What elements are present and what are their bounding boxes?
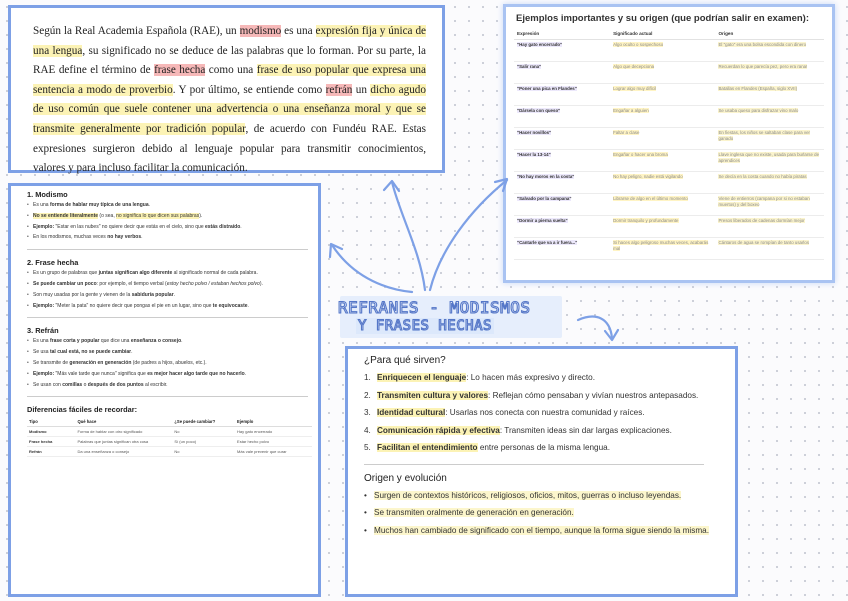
highlighted-term: frase de uso popular que expresa una sentencia a modo de proverbio: [33, 64, 426, 96]
table-cell: No: [172, 447, 235, 457]
table-cell: Algo oculto o sospechoso: [610, 40, 715, 62]
table-cell: No: [172, 427, 235, 437]
section-title: 2. Frase hecha: [27, 258, 79, 268]
differences-column-header: Tipo: [27, 417, 75, 427]
table-cell: Se usaba queso para disfrazar vino malo: [715, 106, 824, 128]
table-row: [514, 238, 824, 260]
list-item: 2. Transmiten cultura y valores: Reflejan cómo pensaban y vivían nuestros antepasados.: [364, 390, 699, 400]
table-cell: "Poner una pica en Flandes": [514, 84, 610, 106]
list-item: 4. Comunicación rápida y efectiva: Transmiten ideas sin dar largas explicaciones.: [364, 425, 672, 435]
examples-column-header: Origen: [715, 28, 824, 40]
table-cell: "No hay moros en la costa": [514, 172, 610, 194]
divider: [27, 396, 308, 397]
differences-column-header: Qué hace: [75, 417, 172, 427]
table-cell: Engañar a alguien: [610, 106, 715, 128]
quote-text-segment: , su significado no se deduce de las palabras que lo forman. Por su parte, la RAE define el término de: [33, 44, 426, 77]
table-cell: Sí (un poco): [172, 437, 235, 447]
examples-table-header: [514, 28, 824, 40]
uses-card: [345, 346, 738, 597]
quote-text-segment: Según la Real Academia Española (RAE), un: [33, 25, 240, 37]
definitions-card: [8, 183, 321, 597]
title-line-2: Y FRASES HECHAS: [358, 318, 492, 334]
origin-list: [364, 490, 721, 537]
table-cell: "Dársela con queso": [514, 106, 610, 128]
quote-paragraph: [33, 22, 426, 179]
quote-text-segment: un: [352, 83, 371, 96]
table-row: [514, 62, 824, 84]
table-cell: Da una enseñanza o consejo: [75, 447, 172, 457]
table-row: [514, 216, 824, 238]
quote-text-segment: , de acuerdo con Fundéu RAE. Estas expresiones surgieron debido al lenguaje popular para transmitir conocimientos, valores y para incluso facilitar la comunicación.: [33, 122, 426, 175]
highlighted-term: frase hecha: [154, 64, 206, 77]
origin-heading: Origen y evolución: [364, 472, 447, 484]
list-item: • Es un grupo de palabras que juntas significan algo diferente al significado normal de cada palabra.: [27, 270, 308, 277]
divider: [27, 249, 308, 250]
list-item: • Ejemplo: "Más vale tarde que nunca" significa que es mejor hacer algo tarde que no hacerlo.: [27, 371, 308, 378]
quote-text-segment: . Y por último, se entiende como: [172, 83, 326, 96]
list-item: • En los modismos, muchas veces no hay verbos.: [27, 234, 308, 241]
table-row: [514, 150, 824, 172]
examples-table: [514, 28, 824, 260]
uses-list: [364, 372, 721, 454]
table-cell: Batallas en Flandes (España, siglo XVII): [715, 84, 824, 106]
list-item: • Surgen de contextos históricos, religiosos, oficios, mitos, guerras o incluso leyendas.: [364, 490, 721, 502]
list-item: • Se usan con comillas o después de dos puntos al escribir.: [27, 382, 308, 389]
table-cell: "Hacer la 13-14": [514, 150, 610, 172]
highlighted-term: expresión fija y única de una lengua: [33, 25, 427, 57]
table-cell: El "gato" era una bolsa escondida con dinero: [715, 40, 824, 62]
list-item: 5. Facilitan el entendimiento entre personas de la misma lengua.: [364, 443, 610, 452]
arrow-to-definitions: [332, 245, 412, 292]
uses-divider: [364, 464, 704, 465]
quote-card: [8, 5, 445, 173]
table-cell: Se decía en la costa cuando no había piratas: [715, 172, 824, 194]
section-list: [23, 270, 308, 309]
list-item: • Es una frase corta y popular que dice una enseñanza o consejo.: [27, 338, 308, 345]
table-cell: En fiestas, los niños se saltaban clase para ver ganado: [715, 128, 824, 150]
page-title: [338, 298, 578, 335]
highlighted-term: dicho agudo de uso común que suele contener una advertencia o una enseñanza moral y que se transmite generalmente por tradición popular: [33, 83, 426, 135]
list-item: • No se entiende literalmente (o sea, no significa lo que dicen sus palabras).: [27, 213, 308, 220]
table-cell: Modismo: [27, 427, 75, 437]
table-row: [27, 447, 312, 457]
arrow-to-examples: [430, 180, 507, 290]
list-item: • Se transmiten oralmente de generación en generación.: [364, 507, 721, 519]
list-item: 3. Identidad cultural: Usarlas nos conecta con nuestra comunidad y raíces.: [364, 408, 645, 417]
arrow-to-quote: [392, 182, 425, 290]
differences-table: [27, 417, 312, 457]
section-list: [23, 338, 308, 388]
differences-column-header: ¿Se puede cambiar?: [172, 417, 235, 427]
list-item: • Ejemplo: "Estar en las nubes" no quiere decir que estás en el cielo, sino que estás distraído.: [27, 224, 308, 231]
table-cell: Recuerdan lo que parecía pez, pero era rana!: [715, 62, 824, 84]
table-row: [514, 128, 824, 150]
list-item: • Se transmite de generación en generación (de padres a hijos, abuelos, etc.).: [27, 360, 308, 367]
table-cell: "Hacer novillos": [514, 128, 610, 150]
list-item: • Son muy usadas por la gente y vienen de la sabiduría popular.: [27, 292, 308, 299]
table-cell: "Hay gato encerrado": [514, 40, 610, 62]
table-row: [514, 194, 824, 216]
table-cell: Librarse de algo en el último momento: [610, 194, 715, 216]
section-list: [23, 202, 308, 241]
list-item: • Se puede cambiar un poco: por ejemplo, el tiempo verbal (estoy hecho polvo / estaban hechos polvo).: [27, 281, 308, 288]
examples-title: Ejemplos importantes y su origen (que podrían salir en examen):: [516, 13, 809, 24]
table-cell: Palabras que juntas significan otra cosa: [75, 437, 172, 447]
examples-column-header: Expresión: [514, 28, 610, 40]
examples-card: [503, 4, 835, 283]
table-cell: No hay peligro, nadie está vigilando: [610, 172, 715, 194]
table-cell: Frase hecha: [27, 437, 75, 447]
list-item: • Se usa tal cual está, no se puede cambiar.: [27, 349, 308, 356]
table-cell: Engañar o hacer una broma: [610, 150, 715, 172]
differences-title: Diferencias fáciles de recordar:: [27, 405, 138, 415]
table-cell: "Dormir a pierna suelta": [514, 216, 610, 238]
table-cell: "Cantarle que va a ir fuera...": [514, 238, 610, 260]
table-cell: Forma de hablar con otro significado: [75, 427, 172, 437]
highlighted-term: modismo: [239, 25, 282, 37]
table-cell: Presos liberados de cadenas dormían mejor: [715, 216, 824, 238]
table-cell: Cántaros de agua se rompían de tanto usarlos: [715, 238, 824, 260]
arrow-to-uses: [578, 317, 612, 338]
divider: [27, 317, 308, 318]
table-cell: Llave inglesa que no existe, usada para burlarse de aprendices: [715, 150, 824, 172]
list-item: • Muchos han cambiado de significado con el tiempo, aunque la forma sigue siendo la misma.: [364, 525, 721, 537]
table-cell: Refrán: [27, 447, 75, 457]
examples-column-header: Significado actual: [610, 28, 715, 40]
table-cell: Estar hecho polvo: [235, 437, 312, 447]
table-cell: Algo que decepciona: [610, 62, 715, 84]
table-row: [514, 106, 824, 128]
table-cell: Lograr algo muy difícil: [610, 84, 715, 106]
table-cell: "Salvado por la campana": [514, 194, 610, 216]
table-cell: "Salir rana": [514, 62, 610, 84]
quote-text-segment: como una: [205, 64, 257, 77]
table-cell: Más vale prevenir que curar: [235, 447, 312, 457]
title-line-1: REFRANES - MODISMOS: [338, 298, 531, 317]
list-item: 1. Enriquecen el lenguaje: Lo hacen más expresivo y directo.: [364, 373, 595, 382]
table-cell: Viene de entierros (campana por si no estaban muertos) y del boxeo: [715, 194, 824, 216]
table-row: [514, 84, 824, 106]
list-item: • Ejemplo: "Meter la pata" no quiere decir que pongas el pie en un lugar, sino que te equivocaste.: [27, 303, 308, 310]
table-row: [27, 427, 312, 437]
table-row: [27, 437, 312, 447]
list-item: • Es una forma de hablar muy típica de una lengua.: [27, 202, 308, 209]
table-row: [514, 40, 824, 62]
table-cell: Si haces algo peligroso muchas veces, acabarás mal: [610, 238, 715, 260]
section-title: 1. Modismo: [27, 190, 68, 199]
table-cell: Dormir tranquilo y profundamente: [610, 216, 715, 238]
table-cell: Hay gato encerrado: [235, 427, 312, 437]
quote-text-segment: es una: [281, 25, 316, 37]
table-cell: Faltar a clase: [610, 128, 715, 150]
highlighted-term: refrán: [325, 83, 353, 96]
uses-heading: ¿Para qué sirven?: [364, 355, 446, 366]
table-row: [514, 172, 824, 194]
differences-column-header: Ejemplo: [235, 417, 312, 427]
section-title: 3. Refrán: [27, 326, 59, 336]
